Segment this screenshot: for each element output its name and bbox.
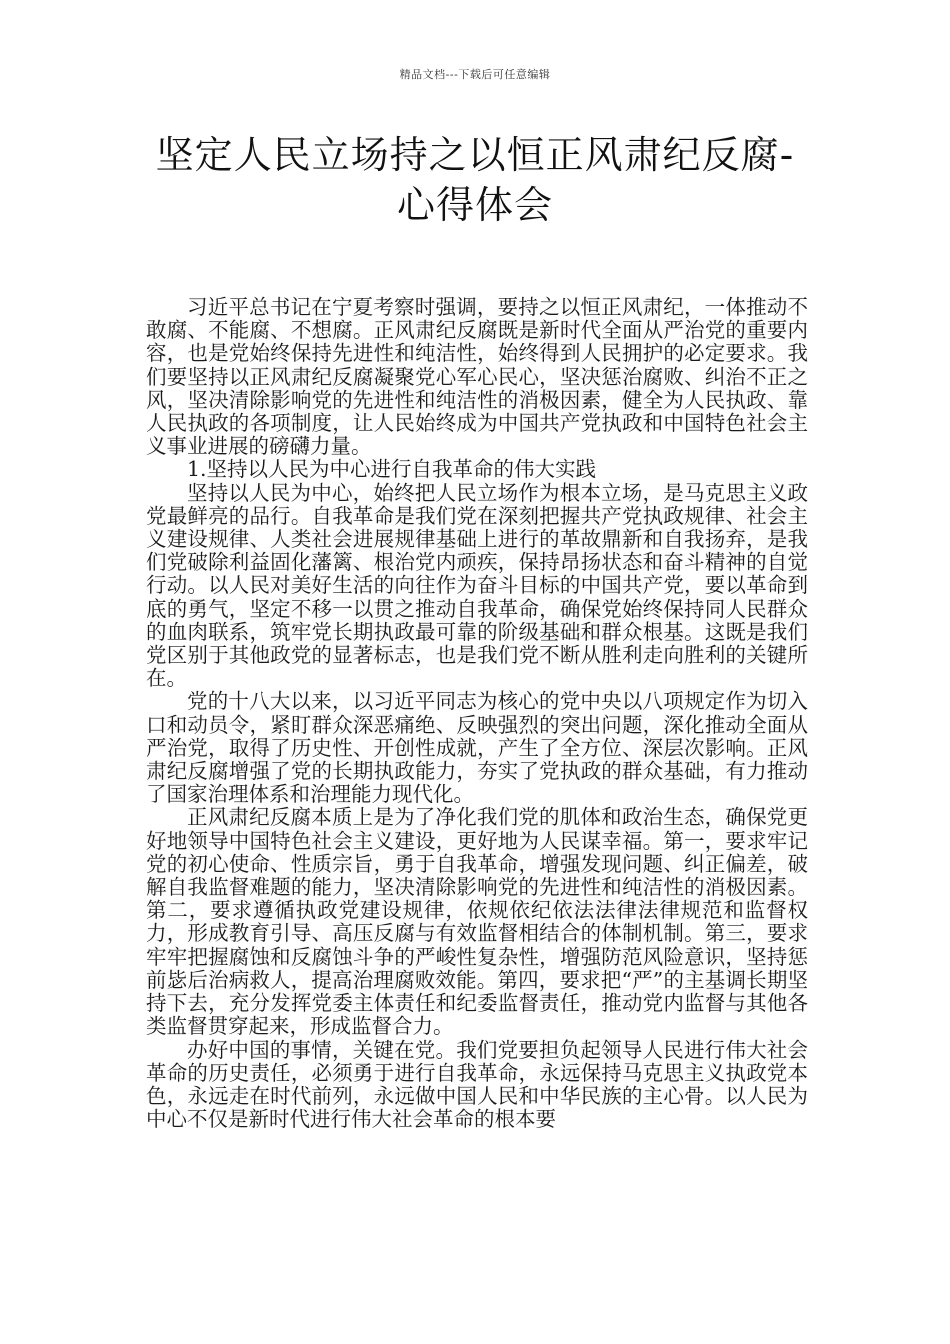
paragraph: 办好中国的事情，关键在党。我们党要担负起领导人民进行伟大社会革命的历史责任，必须勇于进行自我革命，永远保持马克思主义执政党本色，永远走在时代前列，永远做中国人民和中华民族的主心骨。以人民为中心不仅是新时代进行伟大社会革命的根本要 <box>146 1037 808 1132</box>
section-heading: 1.坚持以人民为中心进行自我革命的伟大实践 <box>187 457 597 482</box>
paragraph: 坚持以人民为中心，始终把人民立场作为根本立场，是马克思主义政党最鲜亮的品行。自我革命是我们党在深刻把握共产党执政规律、社会主义建设规律、人类社会进展规律基础上进行的革故鼎新和自我扬弃，是我们党破除利益固化藩篱、根治党内顽疾，保持昂扬状态和奋斗精神的自觉行动。以人民对美好生活的向往作为奋斗目标的中国共产党，要以革命到底的勇气，坚定不移一以贯之推动自我革命，确保党始终保持同人民群众的血肉联系，筑牢党长期执政最可靠的阶级基础和群众根基。这既是我们党区别于其他政党的显著标志，也是我们党不断从胜利走向胜利的关键所在。 <box>146 480 808 691</box>
paragraph: 习近平总书记在宁夏考察时强调，要持之以恒正风肃纪，一体推动不敢腐、不能腐、不想腐。正风肃纪反腐既是新时代全面从严治党的重要内容，也是党始终保持先进性和纯洁性，始终得到人民拥护的必定要求。我们要坚持以正风肃纪反腐凝聚党心军心民心，坚决惩治腐败、纠治不正之风，坚决清除影响党的先进性和纯洁性的消极因素，健全为人民执政、靠人民执政的各项制度，让人民始终成为中国共产党执政和中国特色社会主义事业进展的磅礴力量。 <box>146 295 808 459</box>
header-note: 精品文档---下载后可任意编辑 <box>399 68 551 81</box>
document-body <box>146 296 808 1131</box>
paragraph: 党的十八大以来，以习近平同志为核心的党中央以八项规定作为切入口和动员令，紧盯群众深恶痛绝、反映强烈的突出问题，深化推动全面从严治党，取得了历史性、开创性成就，产生了全方位、深层次影响。正风肃纪反腐增强了党的长期执政能力，夯实了党执政的群众基础，有力推动了国家治理体系和治理能力现代化。 <box>146 689 808 807</box>
paragraph: 正风肃纪反腐本质上是为了净化我们党的肌体和政治生态，确保党更好地领导中国特色社会主义建设，更好地为人民谋幸福。第一，要求牢记党的初心使命、性质宗旨，勇于自我革命，增强发现问题、纠正偏差，破解自我监督难题的能力，坚决清除影响党的先进性和纯洁性的消极因素。第二，要求遵循执政党建设规律，依规依纪依法法律法律规范和监督权力，形成教育引导、高压反腐与有效监督相结合的体制机制。第三，要求牢牢把握腐蚀和反腐蚀斗争的严峻性复杂性，增强防范风险意识，坚持惩前毖后治病救人，提高治理腐败效能。第四，要求把“严”的主基调长期坚持下去，充分发挥党委主体责任和纪委监督责任，推动党内监督与其他各类监督贯穿起来，形成监督合力。 <box>146 805 808 1039</box>
document-title: 坚定人民立场持之以恒正风肃纪反腐-心得体会 <box>155 133 795 227</box>
